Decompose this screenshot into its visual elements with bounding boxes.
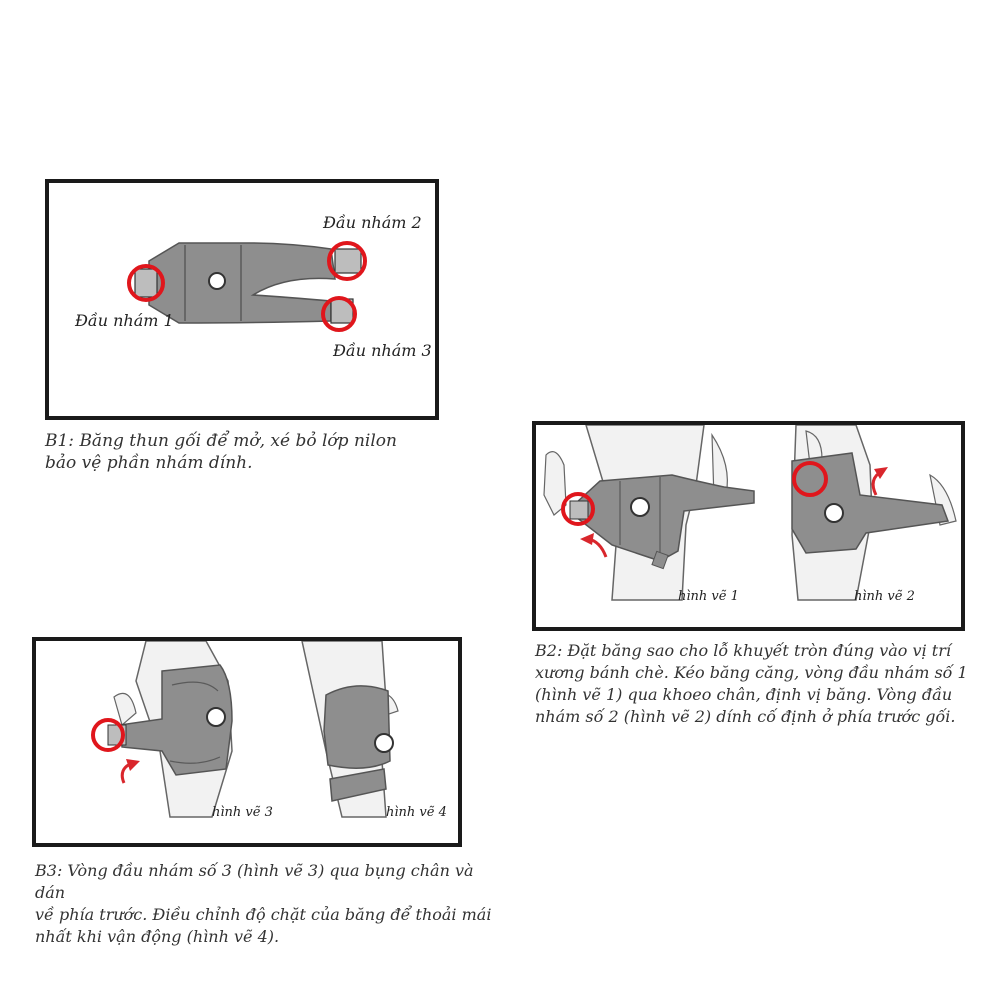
label-fig-2: hình vẽ 2 bbox=[854, 589, 915, 604]
step-1-line-1: B1: Băng thun gối để mở, xé bỏ lớp nilon bbox=[45, 431, 397, 451]
patella-hole-fig-1 bbox=[631, 498, 649, 516]
patella-hole-fig-3 bbox=[207, 708, 225, 726]
panel-2-wrap-diagram bbox=[532, 421, 965, 631]
step-3-line-3: nhất khi vận động (hình vẽ 4). bbox=[35, 927, 280, 946]
patella-hole-fig-4 bbox=[375, 734, 393, 752]
step-1-line-2: bảo vệ phần nhám dính. bbox=[45, 453, 253, 473]
panel-1-brace-diagram bbox=[45, 179, 439, 420]
arrow-head-fig-1 bbox=[580, 533, 594, 545]
knee-brace-flat bbox=[149, 243, 335, 323]
step-3-line-1: B3: Vòng đầu nhám số 3 (hình vẽ 3) qua bụng chân và dán bbox=[35, 861, 474, 902]
step-2-line-3: (hình vẽ 1) qua khoeo chân, định vị băng. Vòng đầu bbox=[535, 685, 953, 704]
patella-hole-fig-2 bbox=[825, 504, 843, 522]
label-fig-3: hình vẽ 3 bbox=[212, 805, 273, 820]
step-3-caption bbox=[35, 860, 505, 948]
velcro-end-fig-1 bbox=[570, 501, 588, 519]
step-2-line-1: B2: Đặt băng sao cho lỗ khuyết tròn đúng vào vị trí bbox=[535, 641, 951, 660]
knee-brace-fig-4 bbox=[324, 686, 390, 768]
label-end-3: Đầu nhám 3 bbox=[333, 341, 432, 360]
label-end-1: Đầu nhám 1 bbox=[75, 311, 174, 330]
step-2-line-2: xương bánh chè. Kéo băng căng, vòng đầu nhám số 1 bbox=[535, 663, 968, 682]
velcro-end-2 bbox=[335, 249, 361, 273]
step-1-caption bbox=[45, 430, 445, 474]
label-fig-1: hình vẽ 1 bbox=[678, 589, 739, 604]
arrow-head-fig-3 bbox=[126, 759, 140, 771]
step-2-caption bbox=[535, 640, 975, 728]
step-3-line-2: về phía trước. Điều chỉnh độ chặt của băng để thoải mái bbox=[35, 905, 492, 924]
step-2-line-4: nhám số 2 (hình vẽ 2) dính cố định ở phía trước gối. bbox=[535, 707, 956, 726]
label-fig-4: hình vẽ 4 bbox=[386, 805, 447, 820]
hand-fig-3 bbox=[114, 693, 136, 725]
patella-hole bbox=[209, 273, 225, 289]
velcro-end-1 bbox=[135, 269, 157, 297]
label-end-2: Đầu nhám 2 bbox=[323, 213, 422, 232]
panel-3-fasten-diagram bbox=[32, 637, 462, 847]
